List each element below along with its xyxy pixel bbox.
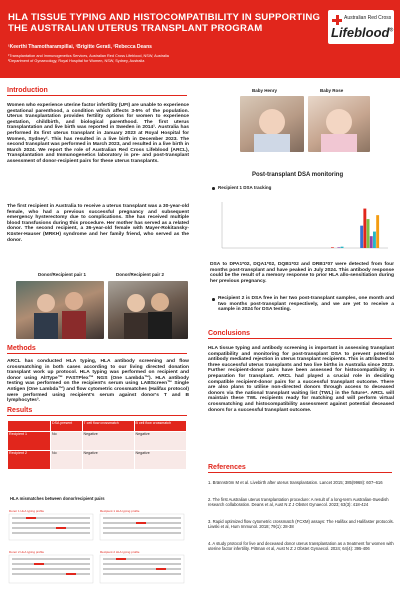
dsa-chart (210, 198, 392, 258)
intro-paragraph-2: The first recipient in Australia to receive a uterus transplant was a 30-year-old female, who had a previous successful pregnancy and subsequent emergency hysterectomy due to complications. She has received multiple blood transfusions during this procedure. Her mother has served as a related donor. The second recipient, a 36-year-old female with Mayer-Rokitansky-Küster-Hauser (MRKH) syndrome and her family friend, who served as the donor. (7, 204, 189, 243)
dsa-heading: Post-transplant DSA monitoring (252, 172, 344, 178)
baby-2-caption: Baby Rose (320, 88, 344, 93)
lifeblood-logo (328, 10, 394, 44)
red-cross-icon (332, 15, 342, 25)
logo-line-2 (331, 25, 393, 40)
dsa-bar (337, 247, 340, 248)
dsa-chart-legend: Recipient 1 DSA tracking (218, 185, 272, 190)
results-cell: Recipient 2 (8, 451, 51, 470)
dsa-bullet-text: Recipient 2 is DSA free in her two post-transplant samples, one month and two months post-transplant respectively, and we are yet to receive a sample in 2024 for DSA testing. (218, 296, 394, 313)
pair-2-caption: Donor/Recipient pair 2 (116, 272, 165, 277)
hla-panel-3 (9, 550, 93, 583)
results-header-row (8, 421, 187, 432)
results-col-2: T cell flow crossmatch (82, 421, 134, 432)
table-row (8, 432, 187, 451)
dsa-bar (370, 236, 373, 248)
hla-caption-3: Donor 2 HLA typing profile (9, 550, 45, 554)
logo-wordmark: Lifeblood (331, 25, 390, 40)
dsa-bar (363, 209, 366, 248)
affiliation-1: ¹Transplantation and Immunogenetics Services, Australian Red Cross Lifeblood, NSW, Australia (8, 54, 169, 58)
dsa-bar (331, 247, 334, 248)
pair-2-photo-art (108, 281, 188, 339)
header-banner (0, 0, 400, 78)
poster-title: HLA TISSUE TYPING AND HISTOCOMPATIBILITY IN SUPPORTING THE AUSTRALIAN UTERUS TRANSPLANT PROGRAM (8, 12, 321, 34)
pair-1-photo (16, 281, 104, 339)
dsa-bar (360, 226, 363, 248)
baby-2-photo (308, 96, 370, 152)
pair-2-photo (108, 281, 188, 339)
dsa-bars (331, 209, 379, 248)
dsa-text: DSA to DPA1*02, DQA1*02, DQB1*02 and DRB1*07 were detected from four months post-transplant and have peaked in July 2024. This antibody response could be the result of a memory response to prior HLA allo-sensitiation during her previous pregnancy. (210, 262, 394, 284)
results-cell: No (51, 432, 83, 451)
reference-1: 1. Brännström M et al. Livebirth after uterus transplantation. Lancet 2015; 385(9968): 607–616 (208, 480, 383, 485)
dsa-bar (376, 215, 379, 248)
hla-mismatch-grid (6, 505, 188, 595)
hla-caption-2: Recipient 1 HLA typing profile (100, 509, 140, 513)
references-heading: References (208, 464, 392, 473)
baby-2-photo-art (308, 96, 370, 152)
baby-1-photo-art (240, 96, 304, 152)
dsa-bar (373, 232, 376, 248)
results-heading: Results (7, 407, 187, 416)
results-cell: Negative (134, 432, 186, 451)
logo-registered: ® (389, 27, 394, 34)
reference-2: 2. The first Australian uterus transplantation procedure: A result of a long-term Australian-Swedish research collaboration. Deans et al, Aust N Z J Obstet Gynaecol. 2023; 63(3): 418-424 (208, 497, 389, 507)
affiliation-2: ²Department of Gynaecology, Royal Hospital for Women, NSW, Sydney, Australia (8, 59, 145, 63)
results-col-0 (8, 421, 51, 432)
hla-caption-1: Donor 1 HLA typing profile (9, 509, 45, 513)
hla-caption-4: Recipient 2 HLA typing profile (100, 550, 140, 554)
hla-mismatch-title: HLA mismatches between donor/recipient pairs (10, 496, 105, 501)
baby-1-caption: Baby Henry (252, 88, 278, 93)
hla-panel-2 (100, 509, 184, 540)
results-col-1: DSA present (51, 421, 83, 432)
authors: ¹Keerthi Thamotharampillai, ¹Brigitte Gerati, ²Rebecca Deans (8, 44, 152, 50)
results-cell: No (51, 451, 83, 470)
dsa-bullet-dot (212, 298, 215, 301)
dsa-chart-svg (210, 198, 392, 258)
pair-1-caption: Donor/Recipient pair 1 (38, 272, 87, 277)
reference-4: 4. A study protocol for live and deceased donor uterus transplantation as a treatment for women with uterine factor infertility. Pittman et al, Aust N Z J Obstet Gynaecol. 2024; 64(4): 395-406 (208, 541, 394, 551)
conclusions-heading: Conclusions (208, 330, 392, 339)
results-table (7, 420, 187, 470)
intro-heading: Introduction (7, 87, 187, 96)
dsa-bar (367, 219, 370, 248)
results-cell: Negative (134, 451, 186, 470)
table-row (8, 451, 187, 470)
results-cell: Negative (82, 432, 134, 451)
hla-panel-4 (100, 550, 184, 583)
conclusions-text: HLA tissue typing and antibody screening is important in assessing transplant compatibility and monitoring for post-transplant DSA to prevent potential antibody mediated rejection in uterus transplant recipients. This is attributed to three successful uterus transplants and two live births in Australia since 2023. Further recipient-donor pairs have been assessed for histocompatibility in preparation for transplant. ARCL had played a crucial role in deciding compatible recipient-donor pairs for a successful transplant outcome. There are also plans to utilise non-directed donors through access to deceased donors via the national transplant waiting list (TWL) in the future⁴. ARCL will maintain these TWL recipients ready for matching and will perform virtual crossmatching and histocompatibility assessment against potential deceased donors for a successful transplant outcome. (208, 346, 394, 413)
methods-heading: Methods (7, 345, 187, 354)
dsa-legend-bullet (212, 187, 215, 190)
reference-3: 3. Rapid optimized flow cytometric crossmatch (FCXM) assays: The Halifax and Halifaster protocols. Liwski et al, Hum Immunol. 2018; 79(1): 28-38 (208, 519, 394, 529)
baby-1-photo (240, 96, 304, 152)
intro-paragraph-1: Women who experience uterine factor infertility (UFI) are unable to experience gestational parenthood, a condition which affects 3-5% of the population. Uterus transplantation provides fertility options for women to experience gestation, childbirth, and biological parenthood. The first uterus transplantation and live birth was reported in Sweden in 2014¹. Australia has performed its first uterus transplant in January 2023 at Royal Hospital for Women, Sydney². This has resulted in a live birth in December 2023. The second transplant was performed in March 2023, and resulted in a live birth in March 2024. We report the role of Australian Red Cross Lifeblood (ARCL), Transplantation and Immunogenetics laboratory in pre- and post-transplant assessment of donor-recipient pairs for these uterus transplants. (7, 103, 189, 164)
results-cell: Recipient 1 (8, 432, 51, 451)
hla-mismatch-figure (6, 505, 188, 595)
methods-text: ARCL has conducted HLA typing, HLA antibody screening and flow crossmatching in both cases according to our living directed donation transplant work up protocol. HLA typing was performed on recipient and donor using AlIType™ FASTPlex™ NGS (One Lambda™). HLA antibody testing was performed on the recipient's serum using LABScreen™ Single Antigen (One Lambda™) and flow cytometric crossmatches (Halifax protocol) were performed using recipient's serum against donor's T and B lymphocytes³. (7, 359, 189, 404)
hla-panel-1 (9, 509, 93, 540)
results-cell: Negative (82, 451, 134, 470)
affiliations (8, 54, 169, 64)
dsa-bar (341, 247, 344, 248)
logo-line-1: Australian Red Cross (344, 15, 392, 21)
pair-1-photo-art (16, 281, 104, 339)
results-col-3: B cell flow crossmatch (134, 421, 186, 432)
